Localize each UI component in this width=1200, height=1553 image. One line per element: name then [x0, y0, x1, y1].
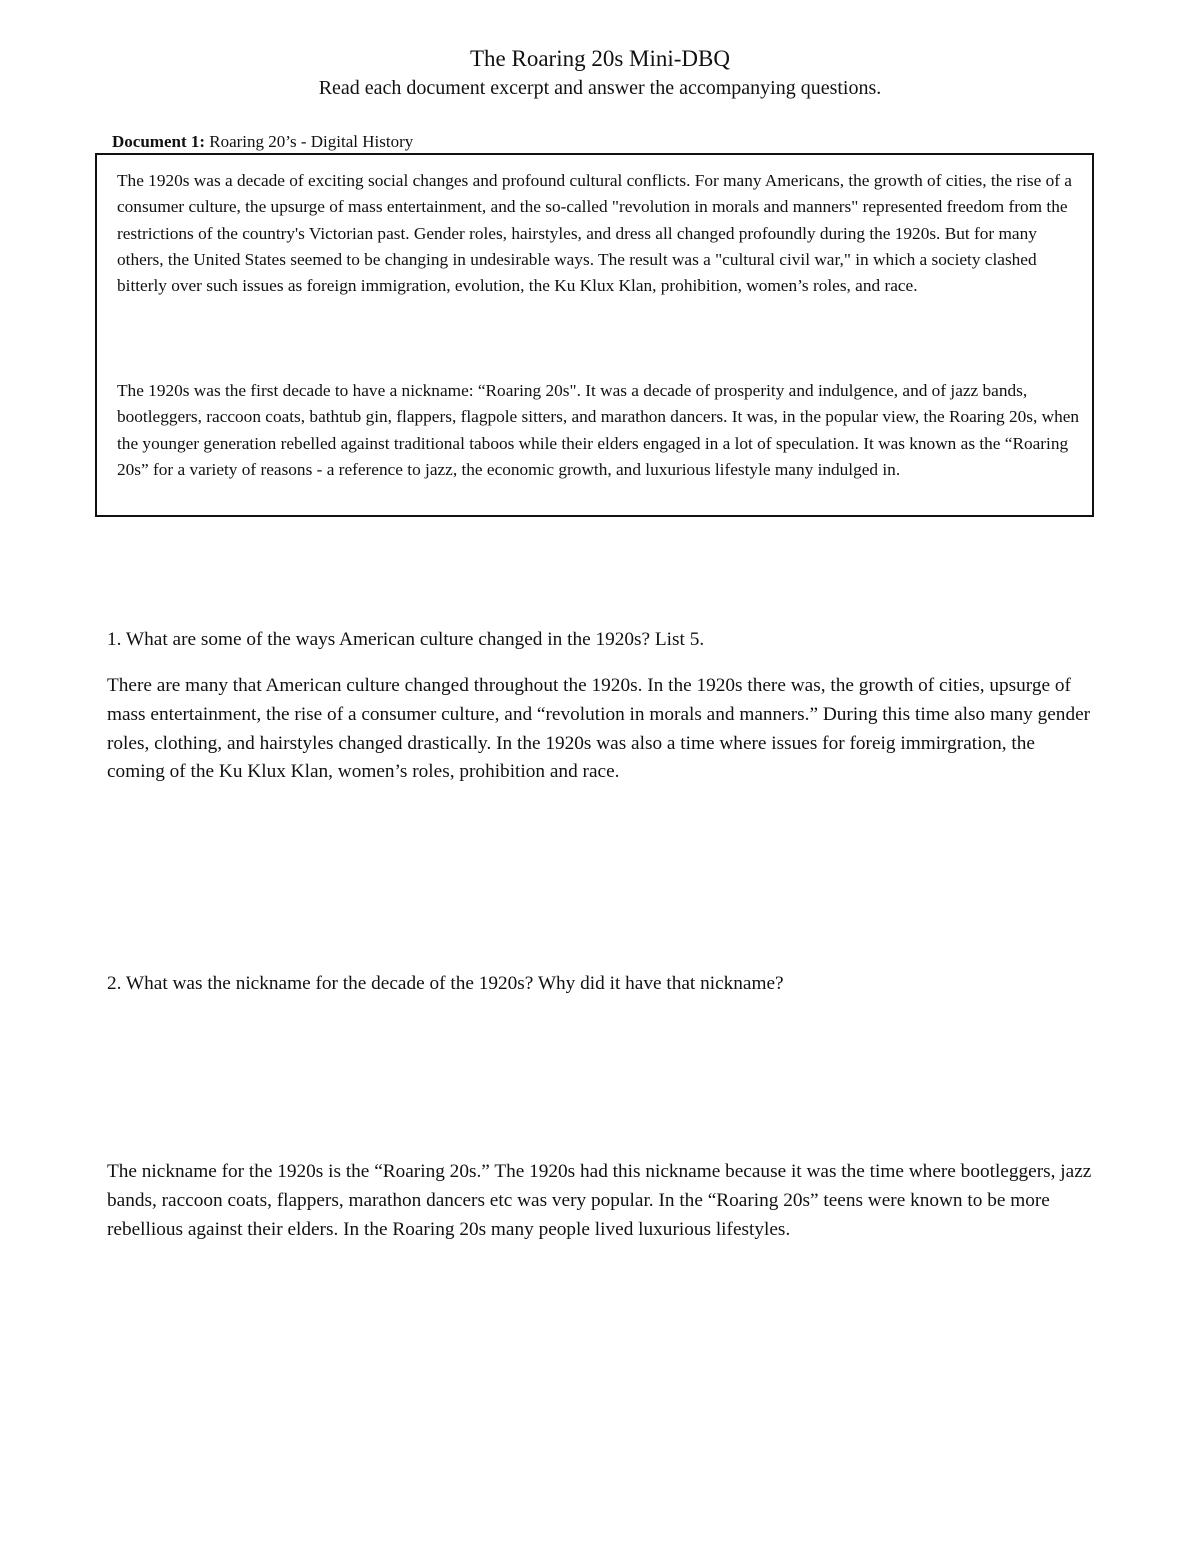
answer-1: There are many that American culture changed throughout the 1920s. In the 1920s there was, the growth of cities, upsurge of mass entertainment, the rise of a consumer culture, and “revolution in morals and manners.” During this time also many gender roles, clothing, and hairstyles changed drastically. In the 1920s was also a time where issues for foreig immirgration, the coming of the Ku Klux Klan, women’s roles, prohibition and race.	[107, 675, 1091, 783]
document-paragraph-1: The 1920s was a decade of exciting social changes and profound cultural conflicts. For many Americans, the growth of cities, the rise of a consumer culture, the upsurge of mass entertainment, and the so-called "revolution in morals and manners" represented freedom from the restrictions of the country's Victorian past. Gender roles, hairstyles, and dress all changed profoundly during the 1920s. But for many others, the United States seemed to be changing in undesirable ways. The result was a "cultural civil war," in which a society clashed bitterly over such issues as foreign immigration, evolution, the Ku Klux Klan, prohibition, women’s roles, and race.	[117, 171, 1072, 296]
instructions: Read each document excerpt and answer the accompanying questions.	[318, 77, 882, 99]
question-1: 1. What are some of the ways American culture changed in the 1920s? List 5.	[107, 629, 705, 650]
document-paragraph-2: The 1920s was the first decade to have a nickname: “Roaring 20s". It was a decade of prosperity and indulgence, and of jazz bands, bootleggers, raccoon coats, bathtub gin, flappers, flagpole sitters, and marathon dancers. It was, in the popular view, the Roaring 20s, when the younger generation rebelled against traditional taboos while their elders engaged in a lot of speculation. It was known as the “Roaring 20s” for a variety of reasons - a reference to jazz, the economic growth, and luxurious lifestyle many indulged in.	[117, 381, 1080, 479]
document-label	[112, 131, 413, 153]
document-source: Roaring 20’s - Digital History	[209, 132, 414, 151]
question-2: 2. What was the nickname for the decade of the 1920s? Why did it have that nickname?	[107, 973, 784, 994]
document-number: Document 1:	[112, 132, 206, 151]
answer-2: The nickname for the 1920s is the “Roaring 20s.” The 1920s had this nickname because it was the time where bootleggers, jazz bands, raccoon coats, flappers, marathon dancers etc was very popular. In the “Roaring 20s” teens were known to be more rebellious against their elders. In the Roaring 20s many people lived luxurious lifestyles.	[107, 1161, 1092, 1240]
page-title: The Roaring 20s Mini-DBQ	[469, 46, 730, 71]
